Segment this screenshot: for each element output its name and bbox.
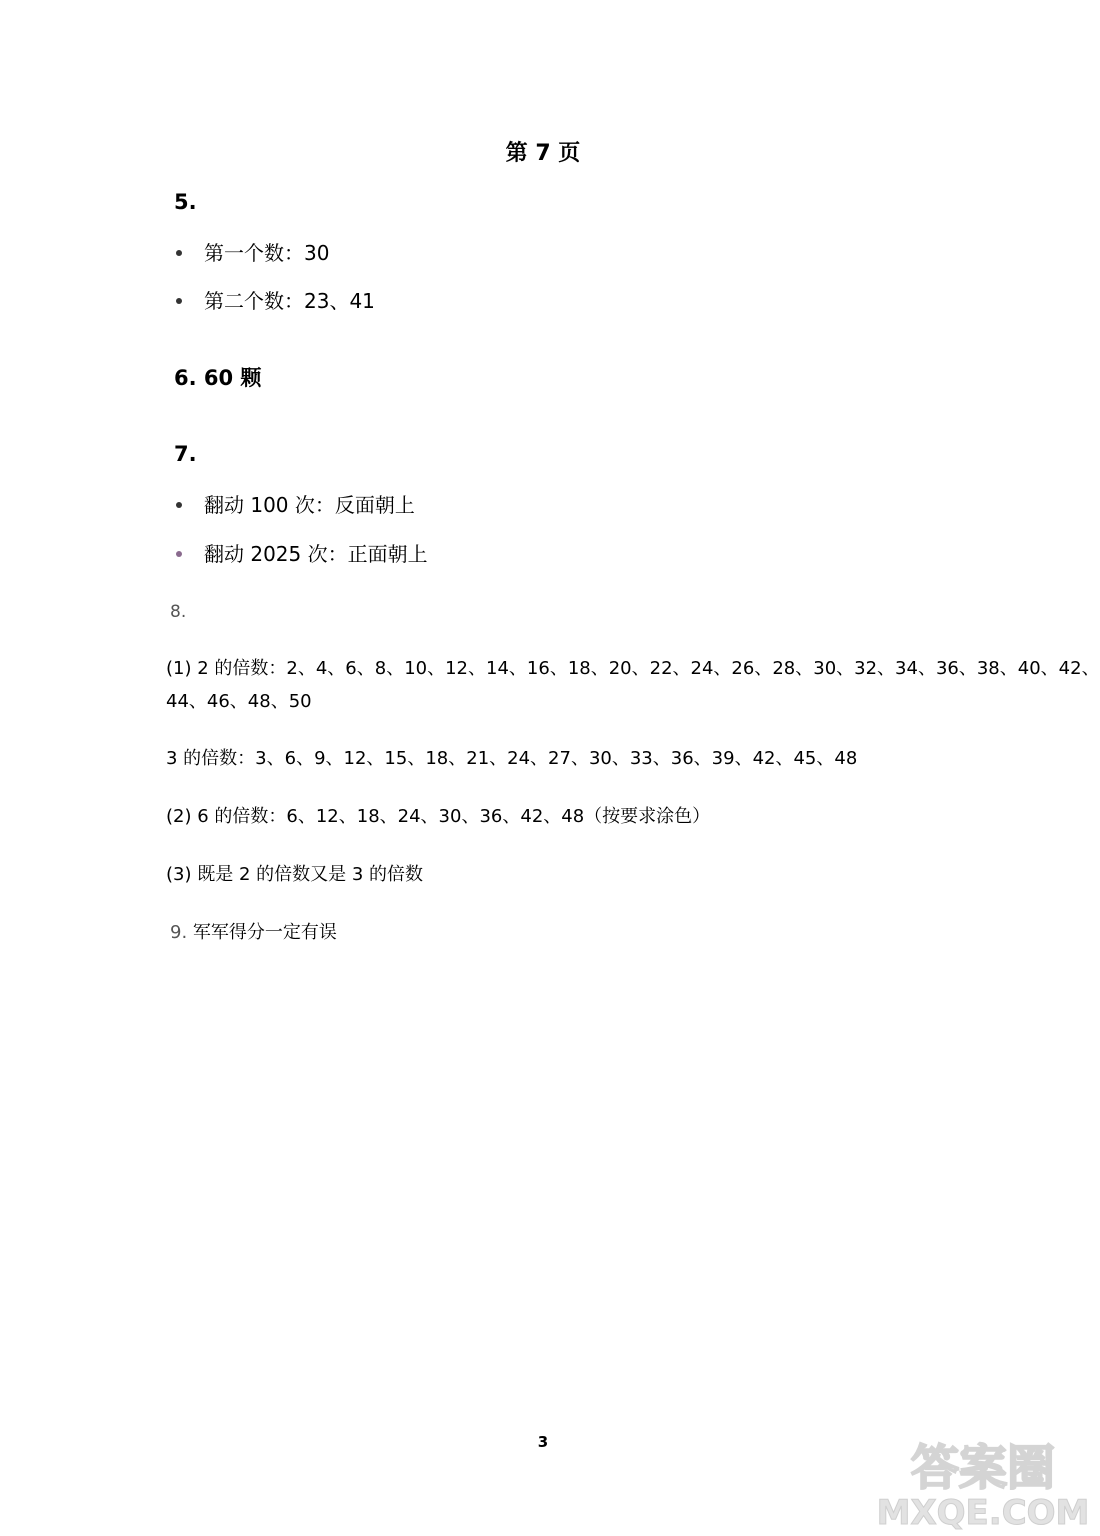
- question-7-item-2: [176, 540, 428, 568]
- question-9: [170, 920, 337, 946]
- question-9-number: 9.: [170, 922, 188, 943]
- question-9-text: 军军得分一定有误: [192, 922, 337, 943]
- question-7-item-2-text: 翻动 2025 次：正面朝上: [204, 542, 428, 566]
- question-8-part-2: (2) 6 的倍数：6、12、18、24、30、36、42、48（按要求涂色）: [166, 806, 711, 827]
- watermark-logo-icon: [876, 1432, 1090, 1533]
- bullet-icon: [176, 551, 182, 557]
- question-8-number: 8.: [170, 602, 187, 622]
- question-8-part-1-line-2: 44、46、48、50: [166, 691, 312, 712]
- question-5-item-1: [176, 239, 329, 267]
- question-5-number: 5.: [174, 190, 197, 214]
- bullet-icon: [176, 502, 182, 508]
- question-7-item-1-text: 翻动 100 次：反面朝上: [204, 493, 415, 517]
- question-7-number: 7.: [174, 442, 197, 466]
- question-5-item-2-text: 第二个数：23、41: [204, 289, 375, 313]
- question-7-item-1: [176, 491, 415, 519]
- question-6-answer: 6. 60 颗: [174, 366, 262, 390]
- question-8-part-3: (3) 既是 2 的倍数又是 3 的倍数: [166, 864, 424, 885]
- bullet-icon: [176, 250, 182, 256]
- question-8-part-1-line-1: (1) 2 的倍数：2、4、6、8、10、12、14、16、18、20、22、24、26、28、30、32、34、36、38、40、42、: [166, 658, 1100, 679]
- page-title: 第 7 页: [505, 141, 581, 166]
- bullet-icon: [176, 298, 182, 304]
- watermark-top-text: 答案圈: [910, 1440, 1056, 1496]
- watermark-bottom-text: MXQE.COM: [876, 1493, 1090, 1533]
- question-5-item-2: [176, 287, 375, 315]
- page-number: 3: [537, 1433, 549, 1451]
- question-8-multiples-of-3: 3 的倍数：3、6、9、12、15、18、21、24、27、30、33、36、39、42、45、48: [166, 748, 858, 769]
- question-5-item-1-text: 第一个数：30: [204, 241, 330, 265]
